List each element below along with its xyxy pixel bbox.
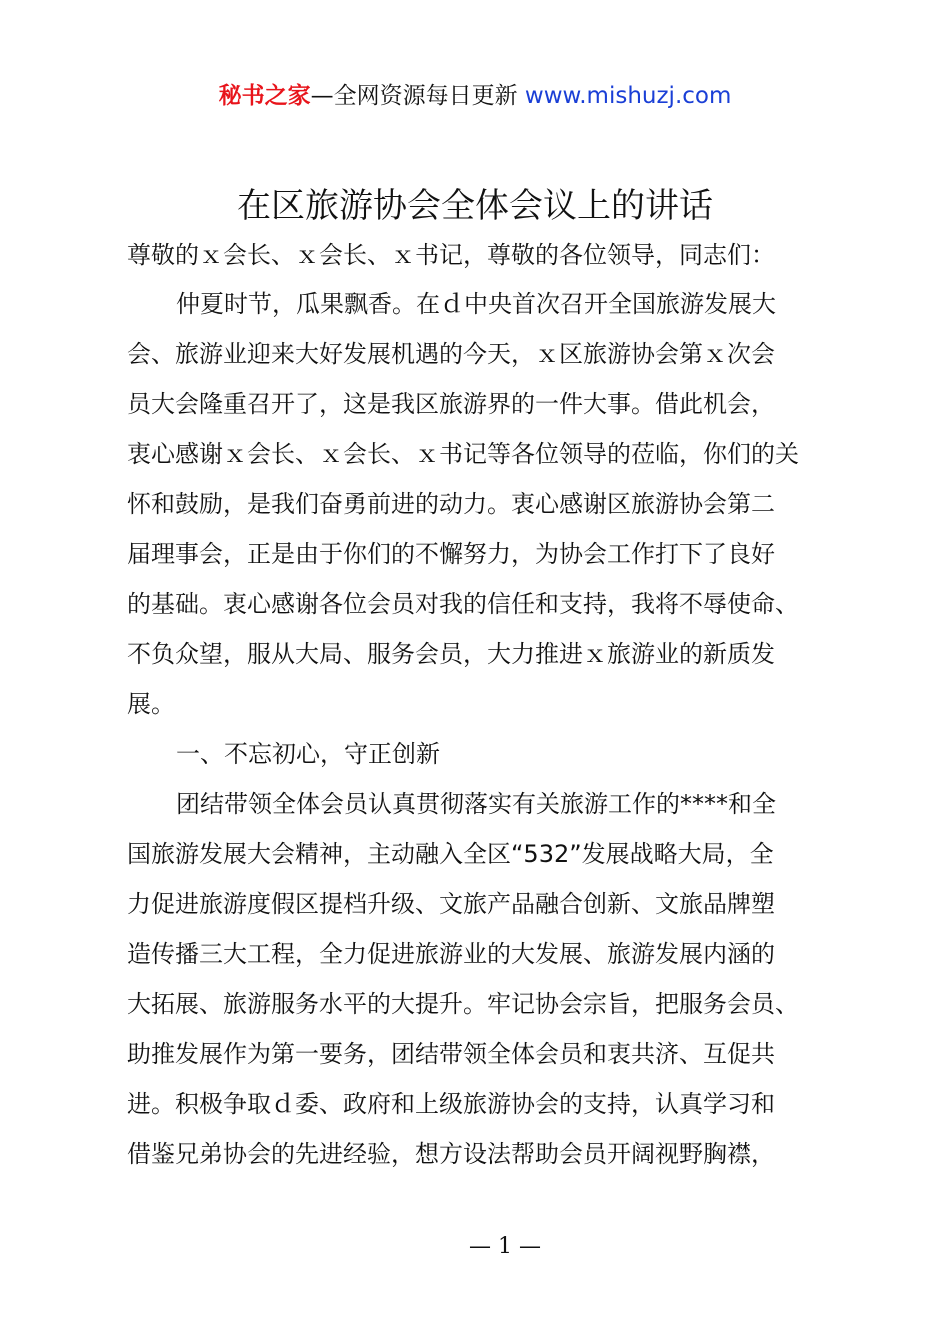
text-line: 展。 — [127, 690, 175, 718]
site-banner — [0, 80, 950, 112]
text-line: 大拓展、旅游服务水平的大提升。牢记协会宗旨，把服务会员、 — [127, 990, 799, 1018]
page-number: — 1 — — [469, 1234, 541, 1259]
text-line: 不负众望，服从大局、服务会员，大力推进ｘ旅游业的新质发 — [127, 640, 775, 668]
text-line: 的基础。衷心感谢各位会员对我的信任和支持，我将不辱使命、 — [127, 590, 799, 618]
text-line: 会、旅游业迎来大好发展机遇的今天，ｘ区旅游协会第ｘ次会 — [127, 340, 775, 368]
site-tagline: —全网资源每日更新 — [310, 83, 518, 109]
text-line: 员大会隆重召开了，这是我区旅游界的一件大事。借此机会， — [127, 390, 775, 418]
text-line: 造传播三大工程，全力促进旅游业的大发展、旅游发展内涵的 — [127, 940, 775, 968]
salutation-line: 尊敬的ｘ会长、ｘ会长、ｘ书记，尊敬的各位领导，同志们： — [127, 241, 775, 269]
site-url-link[interactable]: www.mishuzj.com — [524, 83, 732, 109]
section-heading: 一、不忘初心，守正创新 — [176, 740, 440, 768]
text-line: 力促进旅游度假区提档升级、文旅产品融合创新、文旅品牌塑 — [127, 890, 775, 918]
document-title: 在区旅游协会全体会议上的讲话 — [237, 186, 713, 226]
text-line: 国旅游发展大会精神，主动融入全区“532”发展战略大局，全 — [127, 840, 774, 868]
text-line: 仲夏时节，瓜果飘香。在ｄ中央首次召开全国旅游发展大 — [176, 290, 776, 318]
text-line: 助推发展作为第一要务，团结带领全体会员和衷共济、互促共 — [127, 1040, 775, 1068]
text-line: 怀和鼓励，是我们奋勇前进的动力。衷心感谢区旅游协会第二 — [127, 490, 775, 518]
text-line: 借鉴兄弟协会的先进经验，想方设法帮助会员开阔视野胸襟， — [127, 1140, 775, 1168]
site-brand: 秘书之家 — [218, 83, 311, 109]
text-line: 衷心感谢ｘ会长、ｘ会长、ｘ书记等各位领导的莅临，你们的关 — [127, 440, 799, 468]
text-line: 进。积极争取ｄ委、政府和上级旅游协会的支持，认真学习和 — [127, 1090, 775, 1118]
text-line: 团结带领全体会员认真贯彻落实有关旅游工作的****和全 — [176, 790, 776, 818]
text-line: 届理事会，正是由于你们的不懈努力，为协会工作打下了良好 — [127, 540, 775, 568]
